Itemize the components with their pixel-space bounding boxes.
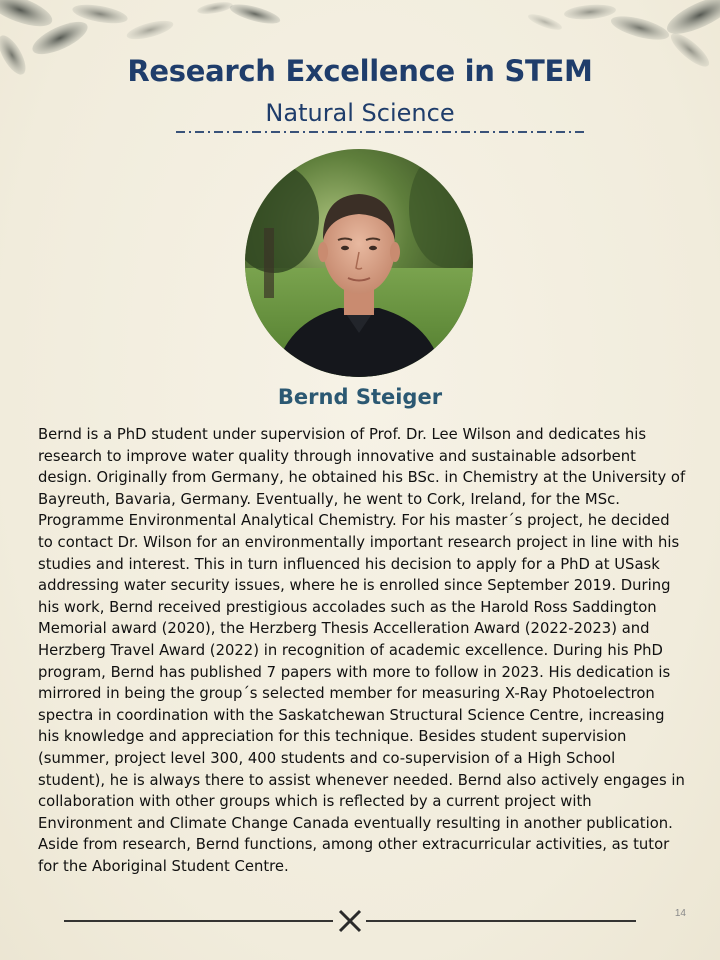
profile-bio: Bernd is a PhD student under supervision of Prof. Dr. Lee Wilson and dedicates his research to improve water quality through innovative and sustainable adsorbent design. Originally from Germany, he obtained his BSc. in Chemistry at the University of Bayreuth, Bavaria, Germany. Eventually, he went to Cork, Ireland, for the MSc. Programme Environmental Analytical Chemistry. For his master´s project, he decided to contact Dr. Wilson for an environmentally important research project in line with his studies and interest. This in turn influenced his decision to apply for a PhD at USask addressing water security issues, where he is enrolled since September 2019. During his work, Bernd received prestigious accolades such as the Harold Ross Saddington Memorial award (2020), the Herzberg Thesis Accelleration Award (2022-2023) and Herzberg Travel Award (2022) in recognition of academic excellence. During his PhD program, Bernd has published 7 papers with more to follow in 2023. His dedication is mirrored in being the group´s selected member for measuring X-Ray Photoelectron spectra in coordination with the Saskatchewan Structural Science Centre, increasing his knowledge and appreciation for this technique. Besides student supervision (summer, project level 300, 400 students and co-supervision of a High School student), he is always there to assist whenever needed. Bernd also actively engages in collaboration with other groups which is reflected by a current project with Environment and Climate Change Canada eventually resulting in another publication. Aside from research, Bernd functions, among other extracurricular activities, as tutor for the Aboriginal Student Centre. <box>38 426 686 875</box>
dashed-divider <box>0 128 720 136</box>
page-title: Research Excellence in STEM <box>127 54 593 88</box>
profile-name: Bernd Steiger <box>277 385 443 409</box>
page-number: 14 <box>674 908 686 919</box>
footer-divider <box>0 908 720 934</box>
page-subtitle: Natural Science <box>265 99 455 127</box>
profile-photo <box>244 148 474 378</box>
x-divider-icon <box>340 911 360 931</box>
